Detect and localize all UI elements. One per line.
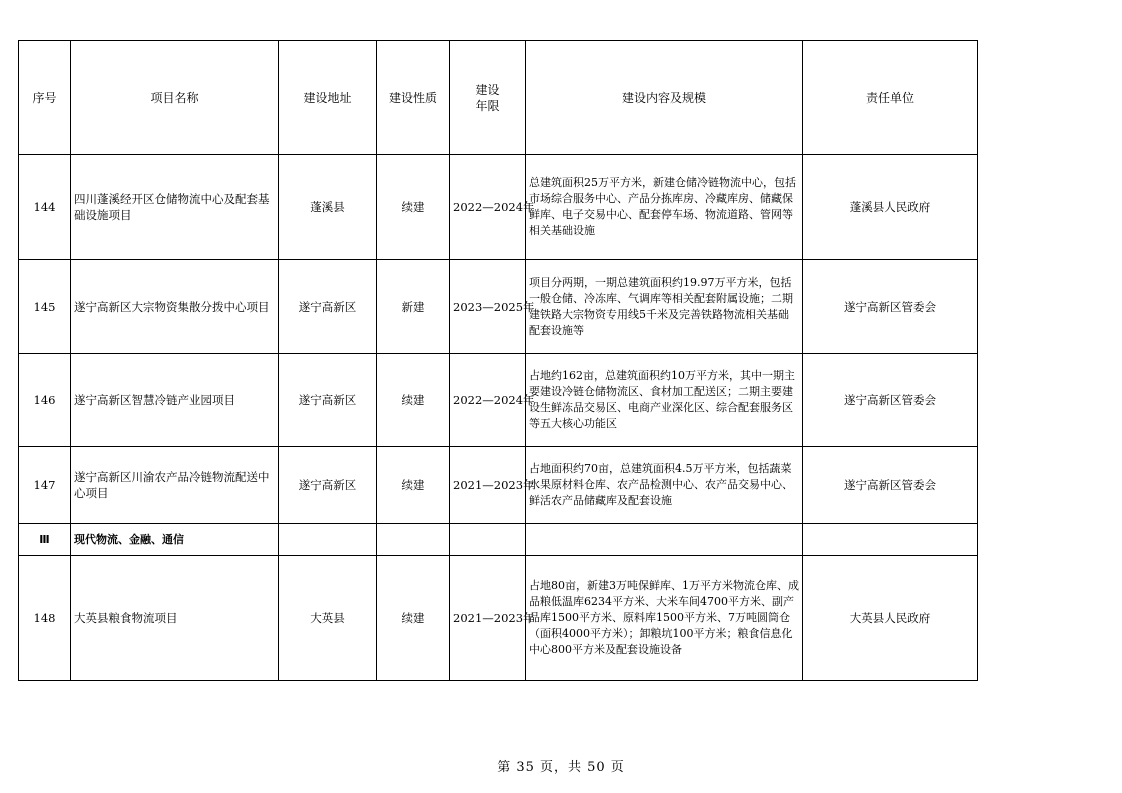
row-content: 总建筑面积25万平方米，新建仓储冷链物流中心，包括市场综合服务中心、产品分拣库房、冷藏库房、储藏保鲜库、电子交易中心、配套停车场、物流道路、管网等相关基础设施 <box>526 155 803 260</box>
row-years: 2021—2023年 <box>450 556 526 681</box>
row-content: 占地面积约70亩，总建筑面积4.5万平方米，包括蔬菜水果原材料仓库、农产品检测中心、农产品交易中心、鲜活农产品储藏库及配套设施 <box>526 447 803 524</box>
header-years-line1: 建设 <box>475 82 500 97</box>
empty-cell <box>377 524 450 556</box>
row-project-name: 四川蓬溪经开区仓储物流中心及配套基础设施项目 <box>71 155 279 260</box>
row-project-name: 遂宁高新区智慧冷链产业园项目 <box>71 354 279 447</box>
row-project-name: 遂宁高新区川渝农产品冷链物流配送中心项目 <box>71 447 279 524</box>
section-title: 现代物流、金融、通信 <box>71 524 279 556</box>
row-years: 2021—2023年 <box>450 447 526 524</box>
row-unit: 大英县人民政府 <box>803 556 978 681</box>
row-address: 蓬溪县 <box>279 155 377 260</box>
row-project-name: 遂宁高新区大宗物资集散分拨中心项目 <box>71 260 279 354</box>
table-row <box>19 155 978 260</box>
row-unit: 蓬溪县人民政府 <box>803 155 978 260</box>
table-row <box>19 447 978 524</box>
table-row <box>19 354 978 447</box>
row-content: 占地约162亩，总建筑面积约10万平方米，其中一期主要建设冷链仓储物流区、食材加工配送区；二期主要建设生鲜冻品交易区、电商产业深化区、综合配套服务区等五大核心功能区 <box>526 354 803 447</box>
table-row <box>19 260 978 354</box>
header-name: 项目名称 <box>71 41 279 155</box>
row-years: 2023—2025年 <box>450 260 526 354</box>
row-content: 占地80亩，新建3万吨保鲜库、1万平方米物流仓库、成品粮低温库6234平方米、大米车间4700平方米、副产品库1500平方米、原料库1500平方米、7万吨圆筒仓（面积4000平方米）；卸粮坑100平方米；粮食信息化中心800平方米及配套设施设备 <box>526 556 803 681</box>
row-nature: 新建 <box>377 260 450 354</box>
section-row <box>19 524 978 556</box>
row-project-name: 大英县粮食物流项目 <box>71 556 279 681</box>
row-nature: 续建 <box>377 155 450 260</box>
header-unit: 责任单位 <box>803 41 978 155</box>
row-years: 2022—2024年 <box>450 155 526 260</box>
row-address: 遂宁高新区 <box>279 260 377 354</box>
row-nature: 续建 <box>377 354 450 447</box>
row-seq: 147 <box>19 447 71 524</box>
empty-cell <box>450 524 526 556</box>
project-table <box>18 40 978 681</box>
row-address: 大英县 <box>279 556 377 681</box>
empty-cell <box>803 524 978 556</box>
table-header-row <box>19 41 978 155</box>
section-seq: Ⅲ <box>19 524 71 556</box>
row-seq: 145 <box>19 260 71 354</box>
header-seq: 序号 <box>19 41 71 155</box>
empty-cell <box>279 524 377 556</box>
row-address: 遂宁高新区 <box>279 447 377 524</box>
row-content: 项目分两期，一期总建筑面积约19.97万平方米，包括一般仓储、冷冻库、气调库等相关配套附属设施；二期建铁路大宗物资专用线5千米及完善铁路物流相关基础配套设施等 <box>526 260 803 354</box>
header-address: 建设地址 <box>279 41 377 155</box>
header-years-line2: 年限 <box>475 98 500 113</box>
row-seq: 146 <box>19 354 71 447</box>
row-unit: 遂宁高新区管委会 <box>803 354 978 447</box>
row-seq: 144 <box>19 155 71 260</box>
page-number-footer: 第 35 页，共 50 页 <box>497 760 625 775</box>
row-address: 遂宁高新区 <box>279 354 377 447</box>
header-nature: 建设性质 <box>377 41 450 155</box>
row-unit: 遂宁高新区管委会 <box>803 260 978 354</box>
row-nature: 续建 <box>377 447 450 524</box>
header-content: 建设内容及规模 <box>526 41 803 155</box>
row-years: 2022—2024年 <box>450 354 526 447</box>
row-nature: 续建 <box>377 556 450 681</box>
row-seq: 148 <box>19 556 71 681</box>
empty-cell <box>526 524 803 556</box>
row-unit: 遂宁高新区管委会 <box>803 447 978 524</box>
header-years <box>450 41 526 155</box>
table-row <box>19 556 978 681</box>
